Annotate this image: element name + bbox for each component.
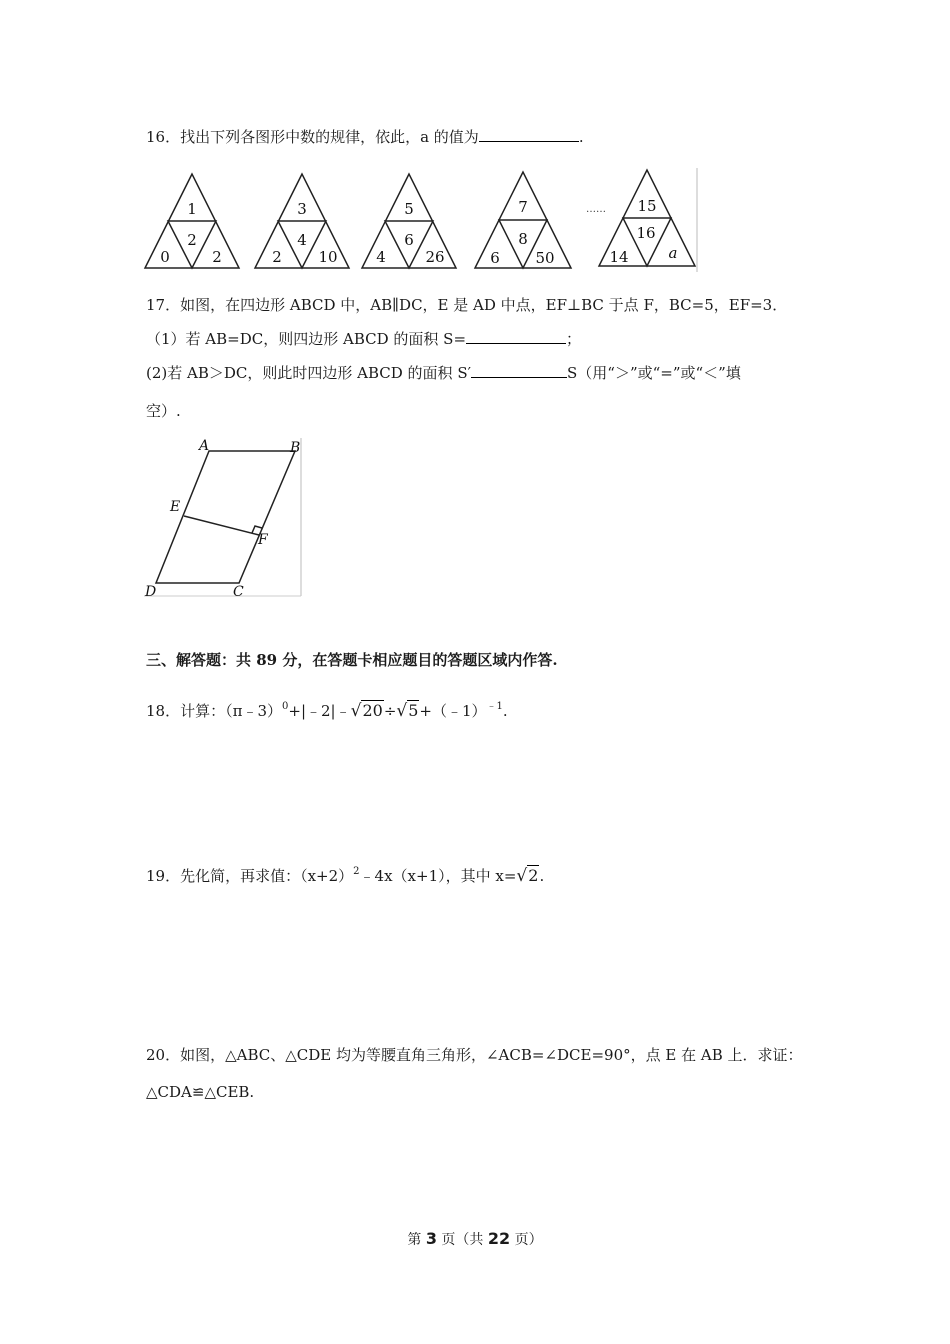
t4-right: 50 [535,249,555,267]
q16-text: 找出下列各图形中数的规律，依此，a 的值为 [180,128,479,146]
t5-right: a [668,244,678,262]
current-page: 3 [425,1229,437,1248]
answer-blank-16[interactable] [479,127,579,142]
q17-part1 [146,329,581,349]
label-f: F [258,532,268,548]
q20-line2: △CDA≌△CEB. [146,1083,255,1101]
q19-exp: 2 [353,866,360,877]
t3-top: 5 [404,200,414,218]
q17-part2-cont: 空）. [146,402,181,420]
t3-right: 26 [425,248,445,266]
t5-top: 15 [637,197,657,215]
t3-left: 4 [376,248,386,266]
t2-top: 3 [297,200,307,218]
answer-blank-17-2[interactable] [471,363,567,378]
t1-top: 1 [187,200,197,218]
q19-text: 19．先化简，再求值：（x+2） [146,867,354,885]
t1-left: 0 [160,248,170,266]
t4-top: 7 [518,198,528,216]
q19-end: . [539,867,545,885]
parallelogram-abcd [156,451,295,583]
label-b: B [290,440,301,456]
q18-exp-neg1: ﹣1 [486,701,503,712]
pattern-ellipsis: …… [586,204,606,215]
q17-part2-text: (2)若 AB＞DC，则此时四边形 ABCD 的面积 S′ [146,364,471,382]
label-a: A [199,438,210,454]
label-e: E [170,499,181,515]
q18-part3: +（﹣1） [419,702,487,720]
q18-exp0: 0 [282,701,289,712]
q17-part1-end: ； [566,330,582,348]
pattern-triangle-1 [145,174,239,268]
t5-left: 14 [609,248,629,266]
question-18 [146,697,508,721]
quadrilateral-figure [142,434,304,600]
q18-label: 18．计算： [146,702,226,720]
t2-right: 10 [318,248,338,266]
q17-part2 [146,363,741,383]
section-3-heading: 三、解答题：共 89 分，在答题卡相应题目的答题区域内作答. [146,651,558,669]
q17-line1: 17．如图，在四边形 ABCD 中，AB∥DC，E 是 AD 中点，EF⊥BC 于点 F，BC=5，EF=3． [146,296,788,314]
t1-mid: 2 [187,231,197,249]
q19-text2: ﹣4x（x+1），其中 x= [359,867,517,885]
label-d: D [145,584,157,600]
t1-right: 2 [212,248,222,266]
q17-part2-end: S（用“＞”或“=”或“＜”填 [567,364,741,382]
q18-part1: （π﹣3） [225,702,282,720]
q16-period: . [578,128,584,146]
segment-ef [184,516,259,535]
t4-mid: 8 [518,230,528,248]
q20-line1: 20．如图，△ABC、△CDE 均为等腰直角三角形，∠ACB=∠DCE=90°，点 E 在 AB 上．求证： [146,1046,803,1064]
t5-mid: 16 [636,224,656,242]
triangle-pattern-figure [143,166,699,274]
t2-left: 2 [272,248,282,266]
t2-mid: 4 [297,231,307,249]
t3-mid: 6 [404,231,414,249]
question-16 [146,127,584,147]
q18-end: . [502,702,508,720]
t4-left: 6 [490,249,500,267]
question-19 [146,862,544,886]
q18-div: ÷ [383,702,397,720]
answer-blank-17-1[interactable] [466,329,566,344]
page-footer: 第 3 页（共 22 页） [407,1229,543,1248]
sqrt-20: √20 [350,701,383,721]
sqrt-2: √2 [516,866,539,886]
q17-part1-text: （1）若 AB=DC，则四边形 ABCD 的面积 S= [146,330,467,348]
label-c: C [233,584,244,600]
total-pages: 22 [487,1229,511,1248]
q16-number: 16． [146,128,181,146]
q18-part2: +|﹣2|﹣ [288,702,351,720]
sqrt-5: √5 [396,701,419,721]
